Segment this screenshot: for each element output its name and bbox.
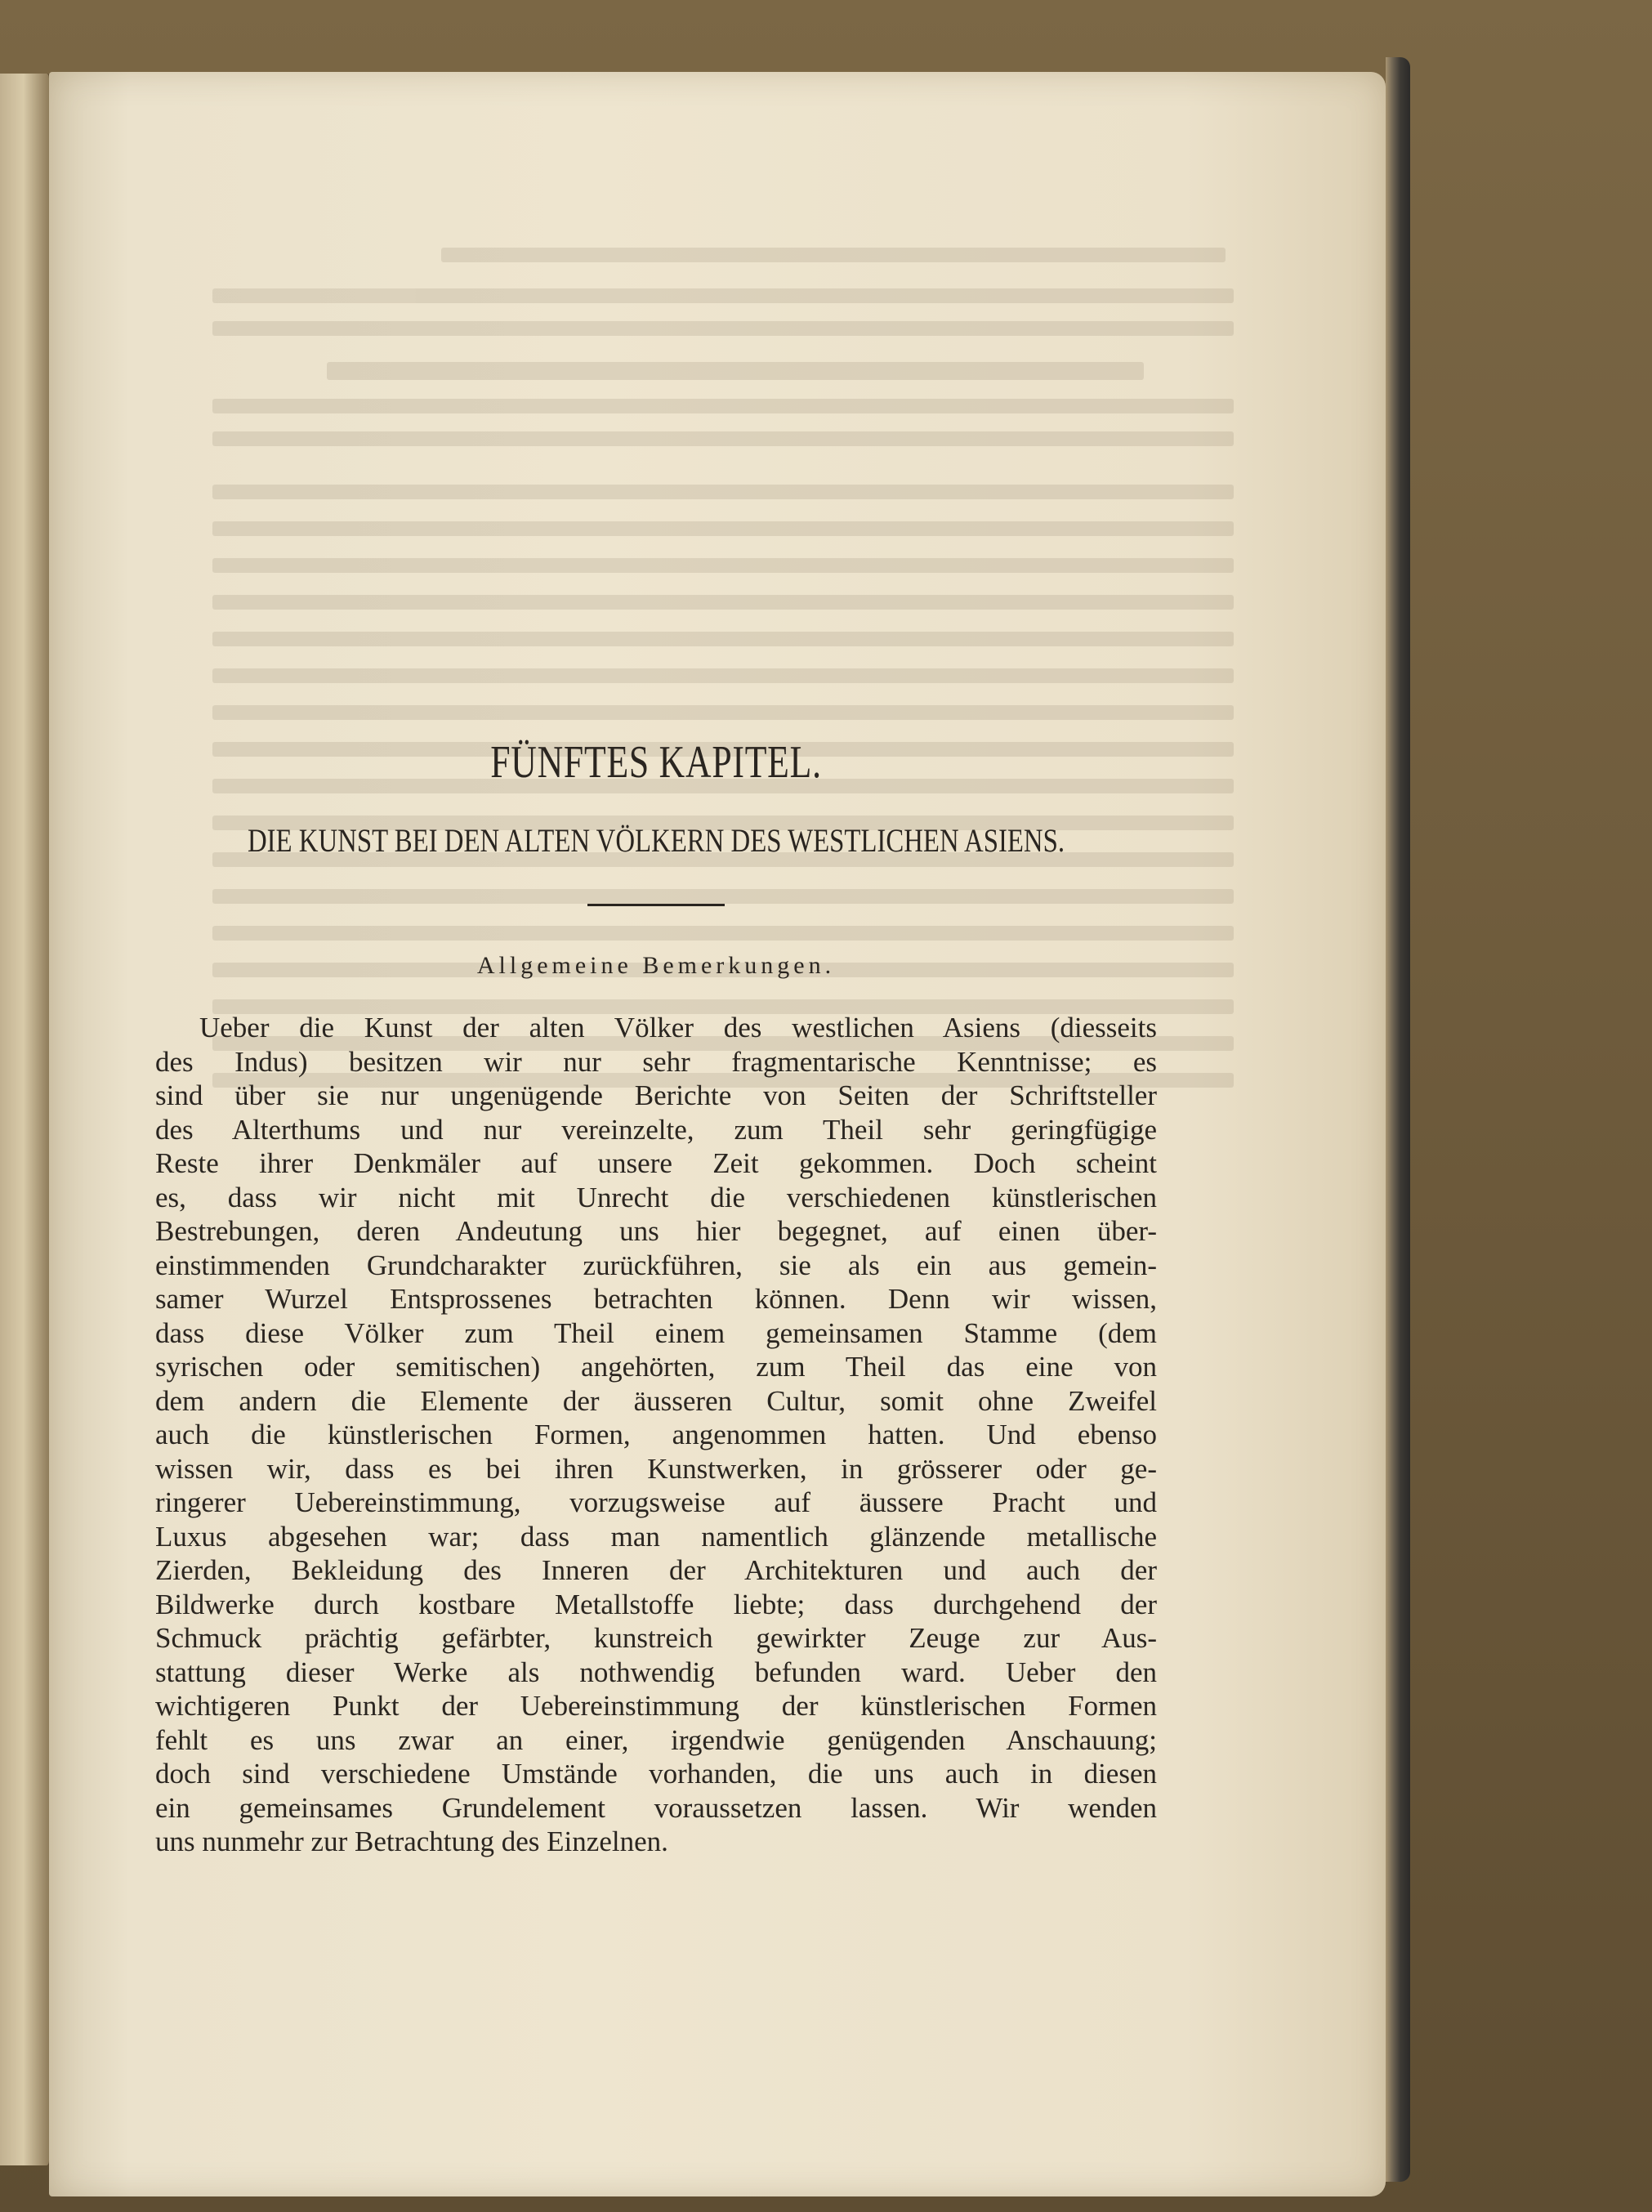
text-line: samer Wurzel Entsprossenes betrachten können. Denn wir wissen, — [155, 1283, 1157, 1316]
text-line: ringerer Uebereinstimmung, vorzugsweise auf äussere Pracht und — [155, 1486, 1157, 1519]
text-line: Schmuck prächtig gefärbter, kunstreich gewirkter Zeuge zur Aus- — [155, 1622, 1157, 1655]
text-line: wichtigeren Punkt der Uebereinstimmung der künstlerischen Formen — [155, 1690, 1157, 1723]
text-line: uns nunmehr zur Betrachtung des Einzelnen. — [155, 1825, 668, 1858]
text-line: doch sind verschiedene Umstände vorhanden, die uns auch in diesen — [155, 1758, 1157, 1790]
text-line: sind über sie nur ungenügende Berichte von Seiten der Schriftsteller — [155, 1079, 1157, 1112]
section-divider — [587, 904, 725, 906]
text-line: stattung dieser Werke als nothwendig befunden ward. Ueber den — [155, 1656, 1157, 1688]
text-line: Ueber die Kunst der alten Völker des westlichen Asiens (diesseits — [199, 1012, 1157, 1044]
text-line: Luxus abgesehen war; dass man namentlich glänzende metallische — [155, 1520, 1157, 1553]
text-line: dem andern die Elemente der äusseren Cultur, somit ohne Zweifel — [155, 1384, 1157, 1417]
text-line: syrischen oder semitischen) angehörten, zum Theil das eine von — [155, 1351, 1157, 1383]
chapter-title: FÜNFTES KAPITEL. — [490, 737, 822, 788]
page-content — [155, 735, 1157, 1859]
text-line: Reste ihrer Denkmäler auf unsere Zeit gekommen. Doch scheint — [155, 1147, 1157, 1180]
text-line: Bestrebungen, deren Andeutung uns hier begegnet, auf einen über- — [155, 1215, 1157, 1248]
book-cover-edge — [1386, 57, 1410, 2182]
text-line: des Alterthums und nur vereinzelte, zum Theil sehr geringfügige — [155, 1113, 1157, 1146]
text-line: Zierden, Bekleidung des Inneren der Architekturen und auch der — [155, 1554, 1157, 1587]
left-page-edge — [0, 74, 51, 2165]
text-line: dass diese Völker zum Theil einem gemeinsamen Stamme (dem — [155, 1316, 1157, 1349]
body-paragraph — [155, 1011, 1157, 1859]
text-line: Bildwerke durch kostbare Metallstoffe liebte; dass durchgehend der — [155, 1588, 1157, 1620]
text-line: des Indus) besitzen wir nur sehr fragmentarische Kenntnisse; es — [155, 1045, 1157, 1078]
text-line: es, dass wir nicht mit Unrecht die verschiedenen künstlerischen — [155, 1181, 1157, 1213]
section-heading: Allgemeine Bemerkungen. — [476, 952, 836, 980]
text-line: einstimmenden Grundcharakter zurückführen, sie als ein aus gemein- — [155, 1249, 1157, 1281]
text-line: wissen wir, dass es bei ihren Kunstwerken, in grösserer oder ge- — [155, 1452, 1157, 1485]
text-line: fehlt es uns zwar an einer, irgendwie genügenden Anschauung; — [155, 1723, 1157, 1756]
text-line: ein gemeinsames Grundelement voraussetzen lassen. Wir wenden — [155, 1791, 1157, 1824]
text-line: auch die künstlerischen Formen, angenommen hatten. Und ebenso — [155, 1419, 1157, 1451]
chapter-subtitle: DIE KUNST BEI DEN ALTEN VÖLKERN DES WESTLICHEN ASIENS. — [247, 822, 1065, 860]
